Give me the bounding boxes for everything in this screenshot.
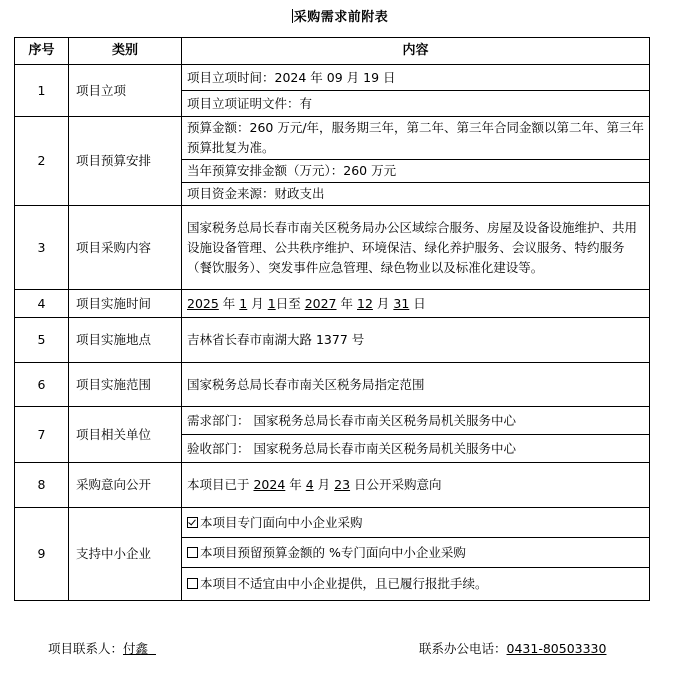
- row-content: 吉林省长春市南湖大路 1377 号: [182, 318, 650, 363]
- table-row: [15, 463, 650, 508]
- text-cursor: [292, 9, 293, 23]
- intent-month: 4: [305, 477, 314, 492]
- header-seq: 序号: [15, 38, 69, 65]
- start-month: 1: [239, 295, 248, 311]
- row-seq: 6: [15, 363, 69, 407]
- option-label: 本项目不适宜由中小企业提供，且已履行报批手续。: [200, 576, 488, 591]
- row-seq: 2: [15, 117, 69, 206]
- end-year: 2027: [304, 295, 337, 311]
- row-category: 项目实施地点: [69, 318, 182, 363]
- intent-year: 2024: [253, 477, 286, 492]
- row-content: 项目立项时间：2024 年 09 月 19 日: [182, 65, 650, 91]
- start-day: 1: [267, 295, 276, 311]
- row-category: 项目相关单位: [69, 407, 182, 463]
- intent-prefix: 本项目已于: [187, 477, 254, 492]
- row-category: 项目立项: [69, 65, 182, 117]
- table-row: [15, 407, 650, 435]
- month-unit: 月: [313, 477, 335, 492]
- row-category: 项目预算安排: [69, 117, 182, 206]
- year-unit: 年: [340, 295, 354, 311]
- contact-person: [48, 639, 156, 657]
- title-text: 采购需求前附表: [293, 10, 389, 25]
- end-month: 12: [357, 295, 373, 311]
- header-content: 内容: [182, 38, 650, 65]
- to-label: 至: [288, 295, 301, 311]
- intent-suffix: 日公开采购意向: [350, 477, 442, 492]
- day-unit: 日: [275, 295, 289, 311]
- contact-name: 付鑫: [123, 641, 149, 656]
- option-label: 本项目专门面向中小企业采购: [200, 514, 363, 530]
- table-row: [15, 117, 650, 160]
- table-row: [15, 318, 650, 363]
- table-header-row: [15, 38, 650, 65]
- row-category: 项目实施范围: [69, 363, 182, 407]
- month-unit: 月: [251, 295, 264, 311]
- row-category: 项目采购内容: [69, 206, 182, 290]
- row-category: 支持中小企业: [69, 508, 182, 601]
- row-content: 项目立项证明文件：有: [182, 91, 650, 117]
- end-day: 31: [393, 295, 410, 311]
- table-row: [15, 363, 650, 407]
- sme-option-2: [182, 538, 650, 568]
- table-row: [15, 290, 650, 318]
- unchecked-checkbox-icon: [187, 578, 198, 589]
- contact-label: 项目联系人：: [48, 641, 124, 656]
- row-seq: 9: [15, 508, 69, 601]
- row-seq: 4: [15, 290, 69, 318]
- table-row: [15, 508, 650, 538]
- table-row: [15, 206, 650, 290]
- procurement-intent: [182, 463, 650, 508]
- row-category: 采购意向公开: [69, 463, 182, 508]
- intent-day: 23: [334, 477, 351, 492]
- sme-option-3: [182, 568, 650, 601]
- row-content: 当年预算安排金额（万元）：260 万元: [182, 160, 650, 183]
- row-seq: 5: [15, 318, 69, 363]
- year-unit: 年: [222, 295, 236, 311]
- contact-phone: [419, 639, 606, 657]
- row-category: 项目实施时间: [69, 290, 182, 318]
- page-title: [0, 6, 680, 25]
- sme-option-1: [182, 508, 650, 538]
- year-unit: 年: [285, 477, 306, 492]
- phone-number: 0431-80503330: [506, 641, 607, 656]
- month-unit: 月: [376, 295, 390, 311]
- row-seq: 1: [15, 65, 69, 117]
- start-year: 2025: [187, 295, 219, 311]
- row-content: 需求部门： 国家税务总局长春市南关区税务局机关服务中心: [182, 407, 650, 435]
- row-content: 国家税务总局长春市南关区税务局办公区域综合服务、房屋及设备设施维护、共用设施设备管理、公共秩序维护、环境保洁、绿化养护服务、会议服务、特约服务（餐饮服务）、突发事件应急管理、绿色物业以及标准化建设等。: [182, 206, 650, 290]
- implementation-time: [182, 290, 650, 318]
- unchecked-checkbox-icon: [187, 547, 198, 558]
- row-content: 国家税务总局长春市南关区税务局指定范围: [182, 363, 650, 407]
- day-unit: 日: [413, 295, 426, 311]
- row-content: 验收部门： 国家税务总局长春市南关区税务局机关服务中心: [182, 435, 650, 463]
- requirements-table: [14, 37, 650, 601]
- row-seq: 7: [15, 407, 69, 463]
- table-row: [15, 65, 650, 91]
- row-seq: 3: [15, 206, 69, 290]
- phone-label: 联系办公电话：: [419, 641, 507, 656]
- header-category: 类别: [69, 38, 182, 65]
- row-content: 项目资金来源：财政支出: [182, 183, 650, 206]
- option-label: 本项目预留预算金额的 %专门面向中小企业采购: [200, 544, 466, 560]
- row-content: 预算金额：260 万元/年，服务期三年，第二年、第三年合同金额以第二年、第三年预算批复为准。: [182, 117, 650, 160]
- row-seq: 8: [15, 463, 69, 508]
- checked-checkbox-icon: [187, 517, 198, 528]
